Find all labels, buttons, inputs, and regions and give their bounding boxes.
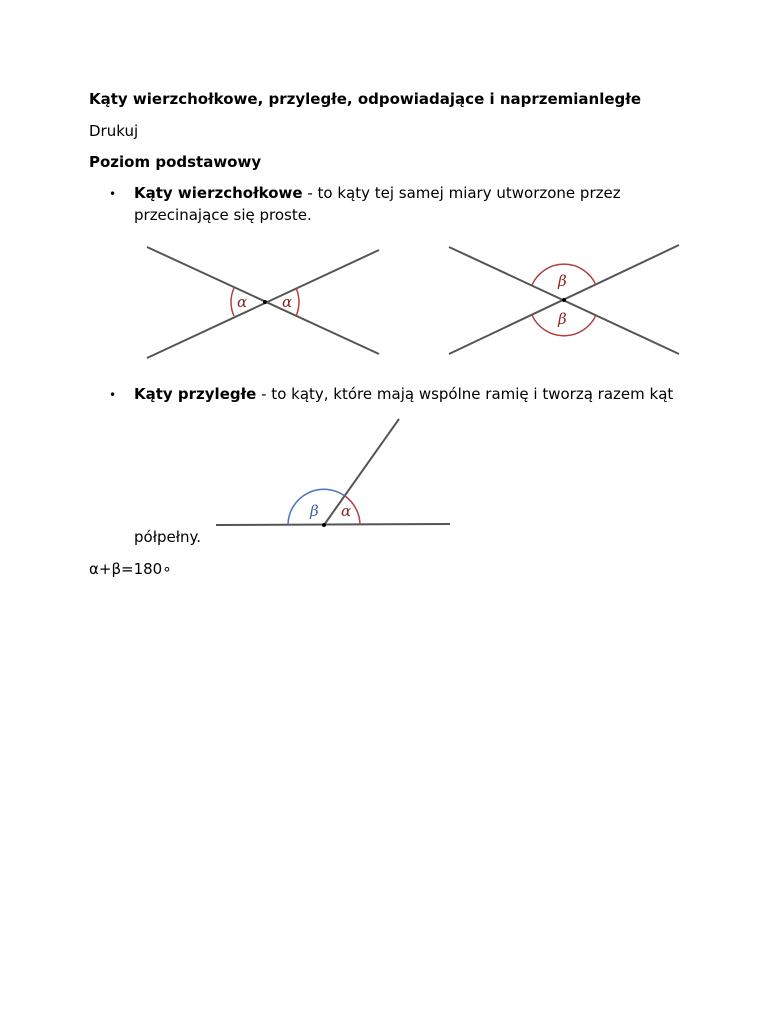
angle-label-beta: β <box>558 310 567 328</box>
print-link[interactable]: Drukuj <box>89 122 139 140</box>
vertex-point <box>562 298 566 302</box>
definition-vertical-angles: - to kąty tej samej miary utworzone przez <box>302 184 621 202</box>
angle-label-alpha: α <box>341 502 352 520</box>
angle-label-alpha: α <box>237 293 248 311</box>
angle-sum-formula: α+β=180∘ <box>89 560 172 578</box>
definition-adjacent-angles-cont: półpełny. <box>134 528 201 546</box>
list-item-vertical-angles <box>134 184 621 202</box>
bullet-marker: • <box>109 187 117 201</box>
figure-baseline <box>216 524 450 525</box>
term-vertical-angles: Kąty wierzchołkowe <box>134 184 303 202</box>
figure-vertical-angles-beta <box>447 244 687 364</box>
figure-line <box>147 250 379 358</box>
vertex-point <box>322 523 326 527</box>
list-item-adjacent-angles <box>134 385 673 403</box>
figure-line <box>147 247 379 354</box>
figure-adjacent-angles <box>214 416 454 531</box>
figure-shared-arm <box>324 419 399 525</box>
angle-label-alpha: α <box>282 293 293 311</box>
term-adjacent-angles: Kąty przyległe <box>134 385 257 403</box>
angle-arc <box>231 288 234 316</box>
figure-vertical-angles-alpha <box>145 244 385 364</box>
definition-adjacent-angles: - to kąty, które mają wspólne ramię i tworzą razem kąt <box>256 385 674 403</box>
definition-vertical-angles-cont: przecinające się proste. <box>134 206 312 224</box>
bullet-marker: • <box>109 388 117 402</box>
angle-arc <box>296 288 299 316</box>
angle-label-beta: β <box>558 272 567 290</box>
page-title: Kąty wierzchołkowe, przyległe, odpowiadające i naprzemianległe <box>89 90 642 108</box>
angle-label-beta: β <box>310 502 319 520</box>
section-heading: Poziom podstawowy <box>89 153 262 171</box>
vertex-point <box>263 300 267 304</box>
